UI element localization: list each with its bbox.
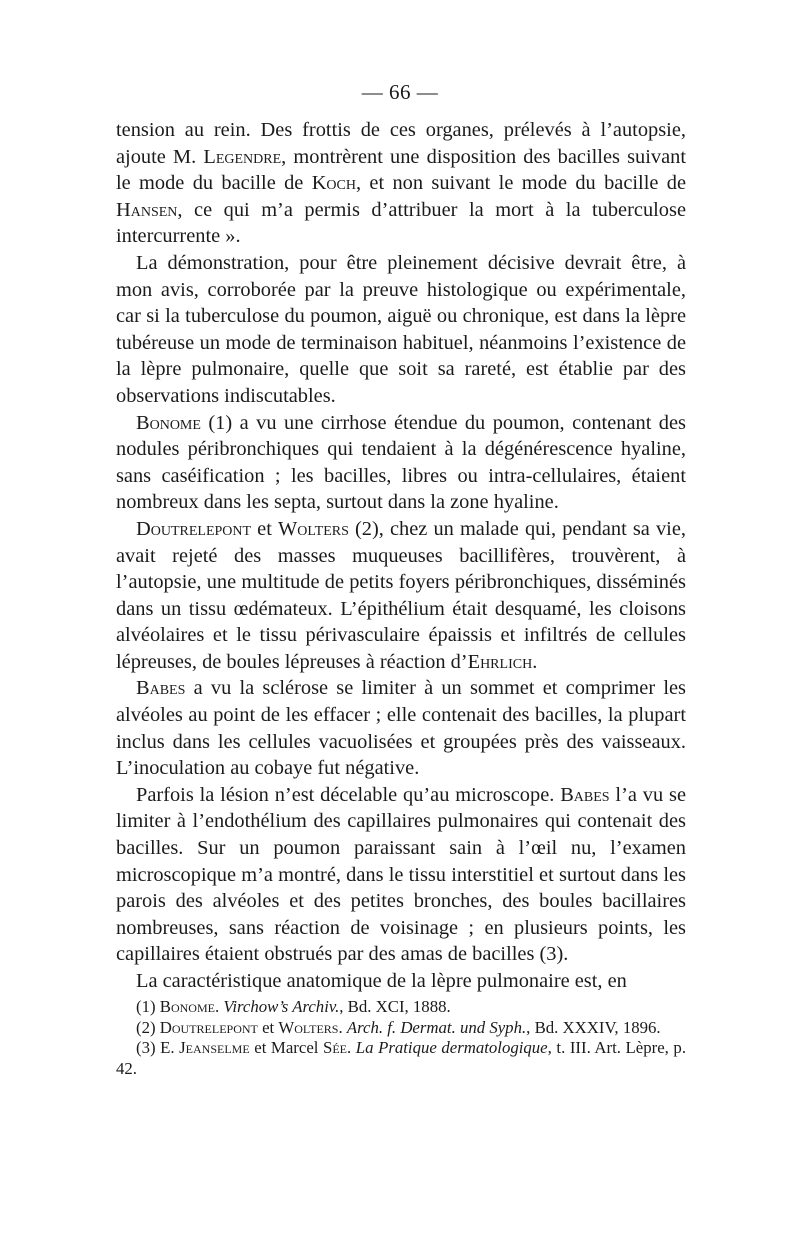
- text-run: .: [532, 650, 538, 673]
- text-run: Parfois la lésion n’est décelable qu’au microscope.: [136, 783, 561, 806]
- footnote: [116, 1018, 686, 1039]
- author-name: Bonome: [159, 997, 215, 1016]
- work-title: Arch. f. Dermat. und Syph.: [346, 1017, 527, 1037]
- paragraph: [116, 782, 686, 968]
- text-run: et Marcel: [249, 1038, 324, 1057]
- footnote: [116, 997, 686, 1018]
- paragraph: [116, 675, 686, 781]
- text-run: .: [338, 1017, 347, 1037]
- paragraph: [116, 516, 686, 676]
- author-name: Doutrelepont: [136, 517, 252, 540]
- text-run: La caractéristique anatomique de la lèpre pulmonaire est, en: [136, 970, 627, 992]
- work-title: La Pratique dermatologique: [355, 1038, 548, 1057]
- author-name: Babes: [560, 783, 610, 806]
- footnotes: [116, 997, 686, 1079]
- text-run: (2), chez un malade qui, pendant sa vie, avait rejeté des masses muqueuses bacillifères, trouvèrent, à l’autopsie, une multitude de petits foyers péribronchiques, disséminés dans un tissu œdémateux. L’épithélium était desquamé, les cloisons alvéolaires et le tissu périvasculaire épaissis et infiltrés de cellules lépreuses, de boules lépreuses à réaction d’: [116, 517, 686, 673]
- text-run: (1): [136, 997, 160, 1016]
- author-name: Legendre: [203, 145, 282, 168]
- paragraph: [116, 410, 686, 516]
- paragraph: [116, 250, 686, 410]
- text-run: , ce qui m’a permis d’attribuer la mort à la tuberculose intercurrente ».: [116, 198, 686, 248]
- author-name: Wolters: [278, 1017, 339, 1037]
- text-run: , Bd. XCI, 1888.: [339, 997, 451, 1016]
- author-name: Wolters: [278, 517, 349, 540]
- author-name: Bonome: [136, 411, 201, 434]
- author-name: Hansen: [116, 198, 178, 221]
- text-run: La démonstration, pour être pleinement décisive devrait être, à mon avis, corroborée par la preuve histologique ou expérimentale, car si la tuberculose du poumon, aiguë ou chronique, est dans la lèpre tubéreuse un mode de terminaison habituel, néanmoins l’existence de la lèpre pulmonaire, quelle que soit sa rareté, est établie par des observations indiscutables.: [116, 251, 686, 407]
- work-title: Virchow’s Archiv.: [223, 997, 340, 1016]
- text-run: , et non suivant le mode du bacille de: [356, 172, 687, 195]
- author-name: Koch: [311, 172, 356, 195]
- text-run: , Bd. XXXIV, 1896.: [526, 1017, 661, 1037]
- text-run: a vu la sclérose se limiter à un sommet et comprimer les alvéoles au point de les effacer ; elle contenait des bacilles, la plupart inclus dans les cellules vacuolisées et groupées près des vaisseaux. L’inoculation au cobaye fut négative.: [116, 677, 686, 780]
- paragraph: [116, 968, 686, 995]
- page-number: — 66 —: [361, 80, 439, 104]
- text-run: l’a vu se limiter à l’endothélium des capillaires pulmonaires qui contenait des bacilles. Sur un poumon paraissant sain à l’œil nu, l’examen microscopique m’a montré, dans le tissu interstitiel et surtout dans les parois des alvéoles et des petites bronches, des boules bacillaires nombreuses, sans réaction de voisinage ; en plusieurs points, les capillaires étaient obstrués par des amas de bacilles (3).: [116, 783, 686, 966]
- author-name: Babes: [136, 677, 186, 700]
- author-name: Sée: [323, 1038, 348, 1057]
- text-run: tension au rein. Des frottis de ces organes, prélevés à l’autopsie, ajoute M.: [116, 119, 686, 168]
- text-run: et: [251, 517, 279, 540]
- text-run: , t. III. Art. Lèpre, p. 42.: [116, 1038, 687, 1078]
- author-name: Ehrlich: [467, 650, 533, 673]
- author-name: Jeanselme: [179, 1038, 250, 1057]
- paragraph: [116, 117, 686, 250]
- text-run: , montrèrent une disposition des bacilles suivant le mode du bacille de: [116, 145, 686, 195]
- text-run: et: [257, 1017, 279, 1037]
- text-run: (3) E.: [136, 1038, 180, 1057]
- text-run: (2): [136, 1017, 160, 1037]
- footnote: [116, 1038, 686, 1079]
- text-run: .: [347, 1038, 356, 1057]
- text-run: (1) a vu une cirrhose étendue du poumon, contenant des nodules péribronchiques qui tendaient à la dégénérescence hyaline, sans caséification ; les bacilles, libres ou intra-cellulaires, étaient nombreux dans les septa, surtout dans la zone hyaline.: [116, 411, 686, 514]
- author-name: Doutrelepont: [159, 1017, 258, 1037]
- body-text: [116, 117, 686, 995]
- text-run: .: [214, 997, 224, 1016]
